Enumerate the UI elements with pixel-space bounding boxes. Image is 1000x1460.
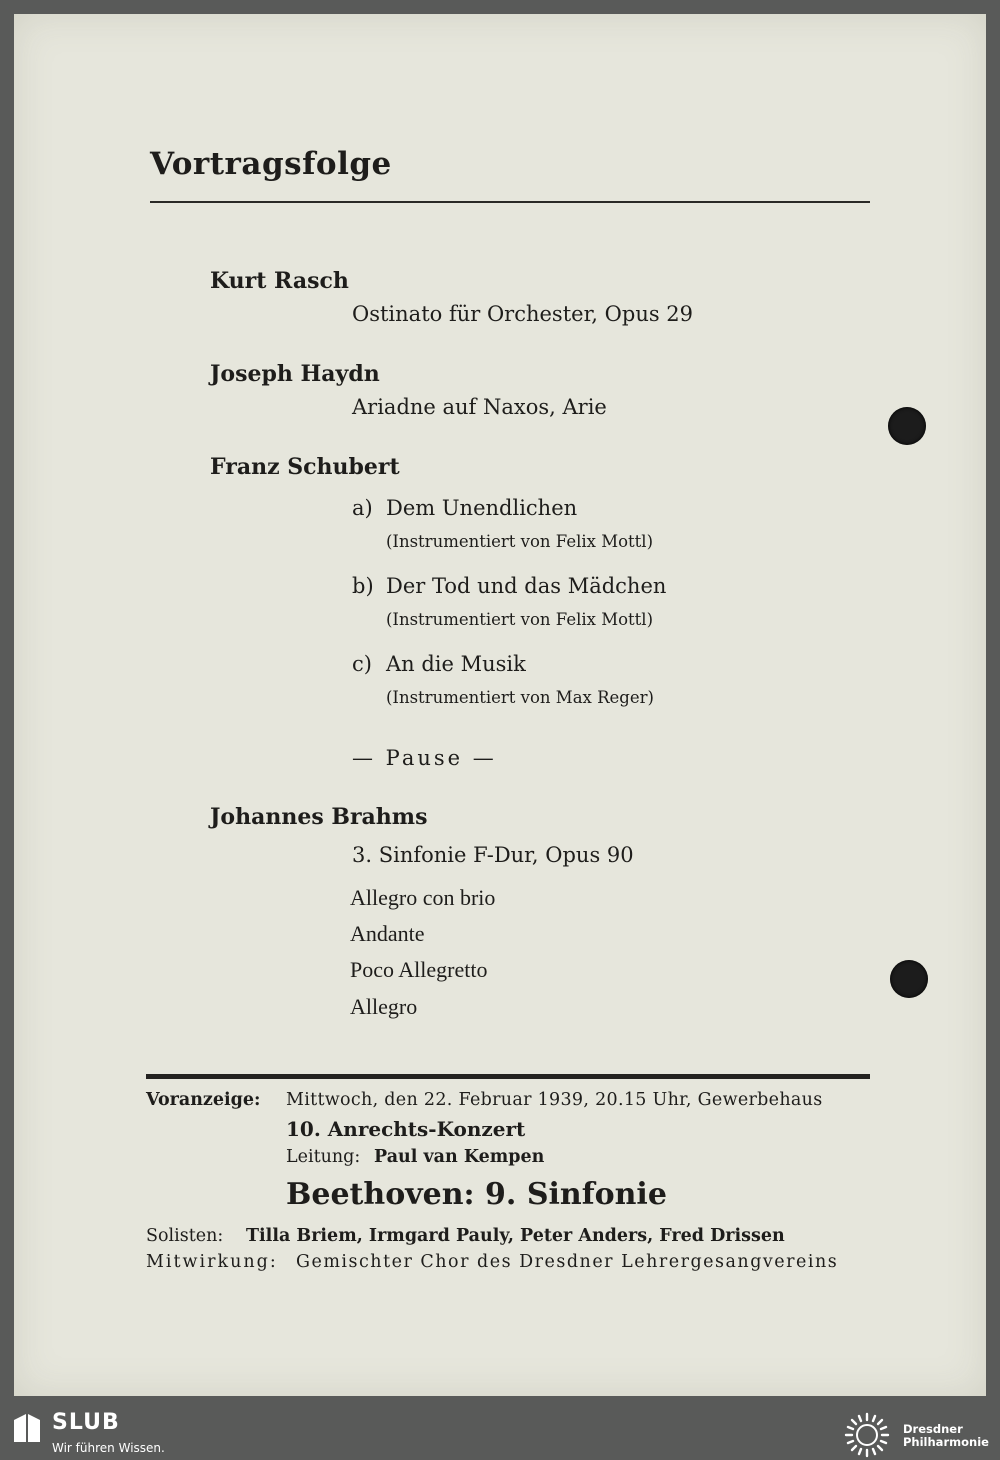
concert-title: 10. Anrechts-Konzert	[286, 1117, 526, 1141]
list-marker: c)	[352, 652, 372, 676]
conductor-name: Paul van Kempen	[374, 1147, 545, 1167]
philharmonie-brand[interactable]	[903, 1423, 989, 1449]
movement: Allegro	[350, 994, 418, 1019]
punch-hole	[890, 960, 928, 998]
intermission: — Pause —	[352, 746, 497, 770]
work-note: (Instrumentiert von Felix Mottl)	[386, 532, 654, 551]
slub-brand[interactable]: SLUB	[52, 1410, 120, 1435]
work-title: Ariadne auf Naxos, Arie	[352, 395, 607, 419]
work-note: (Instrumentiert von Max Reger)	[386, 688, 654, 707]
composer-name: Franz Schubert	[210, 454, 400, 480]
philharmonie-brand-line2: Philharmonie	[903, 1435, 989, 1449]
work-title: 3. Sinfonie F-Dur, Opus 90	[352, 843, 634, 867]
bleed-through-decoration	[144, 484, 165, 554]
soloists: Tilla Briem, Irmgard Pauly, Peter Anders, Fred Drissen	[246, 1226, 785, 1246]
composer-name: Kurt Rasch	[210, 268, 349, 294]
work-title: Dem Unendlichen	[386, 496, 578, 520]
movement: Andante	[350, 921, 425, 946]
soloists-label: Solisten:	[146, 1226, 224, 1246]
list-marker: b)	[352, 574, 374, 598]
philharmonie-logo-icon	[842, 1412, 892, 1458]
work-title: Ostinato für Orchester, Opus 29	[352, 302, 694, 326]
participation-label: Mitwirkung:	[146, 1252, 278, 1272]
page-title: Vortragsfolge	[150, 146, 392, 182]
footer-bar	[0, 1410, 1000, 1460]
work-title: An die Musik	[386, 652, 526, 676]
announcement-rule	[146, 1074, 870, 1079]
announcement-label: Voranzeige:	[146, 1090, 261, 1110]
movement: Poco Allegretto	[350, 957, 488, 982]
announcement-date: Mittwoch, den 22. Februar 1939, 20.15 Uhr, Gewerbehaus	[286, 1090, 823, 1110]
title-rule	[150, 201, 870, 203]
work-note: (Instrumentiert von Felix Mottl)	[386, 610, 654, 629]
movement: Allegro con brio	[350, 885, 496, 910]
program-page	[14, 14, 986, 1396]
main-work: Beethoven: 9. Sinfonie	[286, 1177, 667, 1212]
punch-hole	[888, 407, 926, 445]
list-marker: a)	[352, 496, 373, 520]
philharmonie-brand-line1: Dresdner	[903, 1422, 963, 1436]
work-title: Der Tod und das Mädchen	[386, 574, 667, 598]
slub-tagline: Wir führen Wissen.	[52, 1441, 165, 1455]
composer-name: Johannes Brahms	[210, 804, 428, 830]
bleed-through-decoration	[314, 214, 328, 249]
conductor-label: Leitung:	[286, 1147, 361, 1167]
composer-name: Joseph Haydn	[210, 361, 380, 387]
participation: Gemischter Chor des Dresdner Lehrergesangvereins	[296, 1252, 839, 1272]
slub-logo-icon	[12, 1412, 42, 1444]
